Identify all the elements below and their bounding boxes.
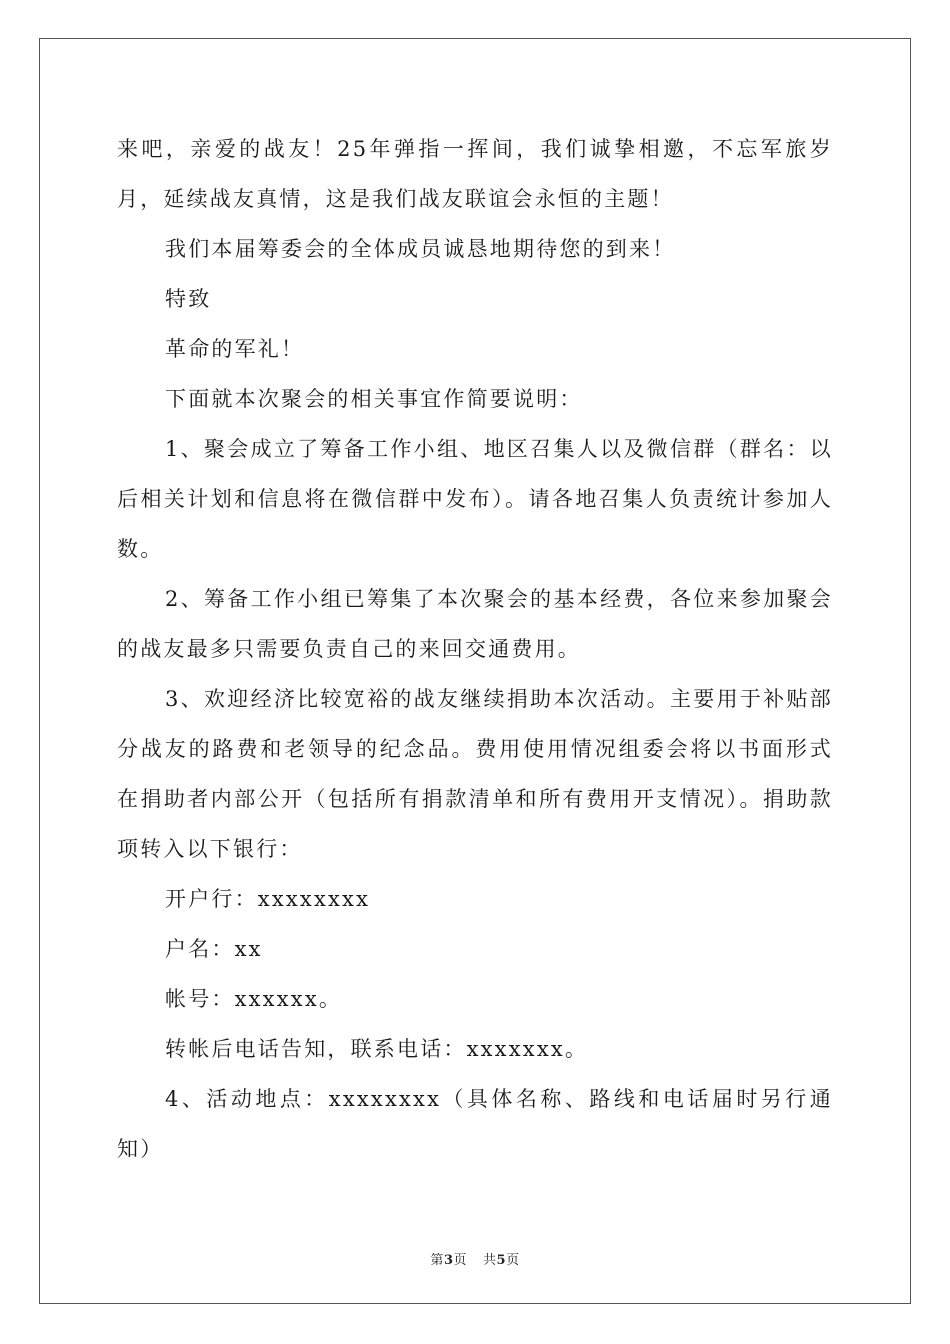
page-footer xyxy=(0,1249,950,1268)
document-body xyxy=(117,124,833,1174)
paragraph-item-4: 4、活动地点：xxxxxxxx（具体名称、路线和电话届时另行通知） xyxy=(117,1087,833,1161)
paragraph-committee-wish: 我们本届筹委会的全体成员诚恳地期待您的到来！ xyxy=(165,237,676,261)
paragraph-salutation: 特致 xyxy=(165,287,212,311)
footer-total-suffix: 页 xyxy=(506,1253,520,1268)
paragraph-notes-intro: 下面就本次聚会的相关事宜作简要说明： xyxy=(165,387,583,411)
paragraph-account-number: 帐号：xxxxxx。 xyxy=(165,987,343,1011)
footer-page-prefix: 第 xyxy=(430,1253,444,1268)
paragraph-contact-phone: 转帐后电话告知，联系电话：xxxxxxx。 xyxy=(165,1037,589,1061)
footer-total-prefix: 共 xyxy=(483,1253,497,1268)
footer-page-current: 3 xyxy=(443,1253,454,1268)
paragraph-bank-name: 开户行：xxxxxxxx xyxy=(165,887,371,911)
paragraph-invitation: 来吧，亲爱的战友！25年弹指一挥间，我们诚挚相邀，不忘军旅岁月，延续战友真情，这是我们战友联谊会永恒的主题！ xyxy=(117,137,833,211)
paragraph-item-3: 3、欢迎经济比较宽裕的战友继续捐助本次活动。主要用于补贴部分战友的路费和老领导的纪念品。费用使用情况组委会将以书面形式在捐助者内部公开（包括所有捐款清单和所有费用开支情况）。捐助款项转入以下银行： xyxy=(117,687,833,861)
paragraph-account-name: 户名：xx xyxy=(165,937,263,961)
paragraph-item-1: 1、聚会成立了筹备工作小组、地区召集人以及微信群（群名：以后相关计划和信息将在微信群中发布）。请各地召集人负责统计参加人数。 xyxy=(117,437,833,561)
footer-page-suffix: 页 xyxy=(453,1253,467,1268)
paragraph-item-2: 2、筹备工作小组已筹集了本次聚会的基本经费，各位来参加聚会的战友最多只需要负责自己的来回交通费用。 xyxy=(117,587,833,661)
paragraph-salute: 革命的军礼！ xyxy=(165,337,305,361)
footer-page-total: 5 xyxy=(496,1253,507,1268)
